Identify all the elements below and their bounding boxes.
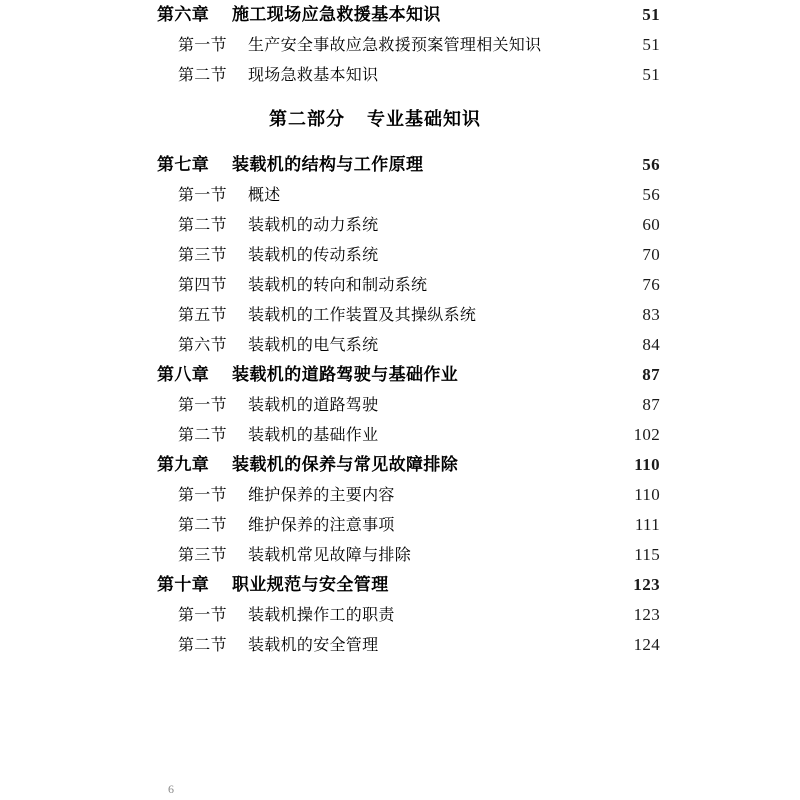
toc-entry-title: 装载机的转向和制动系统 [248, 277, 428, 294]
toc-dot-leader [382, 634, 622, 650]
toc-entry-page-number: 111 [634, 515, 660, 534]
toc-entry-title: 装载机的保养与常见故障排除 [232, 455, 459, 474]
toc-entry-title: 维护保养的注意事项 [248, 517, 395, 534]
toc-entry-title: 概述 [248, 187, 281, 204]
toc-dot-leader [393, 573, 622, 590]
toc-entry-title: 装载机的安全管理 [248, 637, 379, 654]
toc-entry-label: 第一节 [178, 397, 227, 414]
toc-entry-section[interactable] [178, 390, 660, 420]
toc-entry-title: 装载机操作工的职责 [248, 607, 395, 624]
toc-entry-title: 生产安全事故应急救援预案管理相关知识 [248, 37, 542, 54]
toc-entry-label: 第七章 [157, 155, 210, 174]
toc-entry-page-number: 110 [634, 455, 660, 474]
toc-entry-page-number: 123 [633, 575, 660, 594]
toc-entry-label: 第二节 [178, 517, 227, 534]
toc-entry-label: 第一节 [178, 487, 227, 504]
part-heading-number: 第二部分 [269, 109, 345, 129]
toc-entry-page-number: 70 [642, 245, 660, 264]
toc-dot-leader [382, 64, 622, 80]
toc-entry-page-number: 110 [634, 485, 660, 504]
toc-entry-title: 施工现场应急救援基本知识 [232, 5, 441, 24]
toc-entry-page-number: 124 [633, 635, 660, 654]
toc-entry-section[interactable] [178, 210, 660, 240]
toc-entry-page-number: 51 [642, 35, 660, 54]
toc-dot-leader [382, 424, 622, 440]
toc-entry-page-number: 76 [642, 275, 660, 294]
toc-dot-leader [399, 604, 622, 620]
toc-entry-title: 维护保养的主要内容 [248, 487, 395, 504]
part-heading-title: 专业基础知识 [367, 109, 481, 129]
toc-entry-label: 第五节 [178, 307, 227, 324]
toc-entry-section[interactable] [178, 540, 660, 570]
toc-entry-page-number: 60 [642, 215, 660, 234]
toc-entry-title: 职业规范与安全管理 [232, 575, 389, 594]
page-folio: 6 [168, 782, 174, 796]
toc-entry-label: 第三节 [178, 247, 227, 264]
toc-entry-label: 第二节 [178, 67, 227, 84]
toc-entry-label: 第八章 [157, 365, 210, 384]
toc-entry-label: 第二节 [178, 637, 227, 654]
toc-dot-leader [445, 3, 622, 20]
toc-entry-section[interactable] [178, 240, 660, 270]
toc-entry-page-number: 51 [642, 65, 660, 84]
toc-entry-page-number: 87 [642, 365, 660, 384]
toc-entry-section[interactable] [178, 480, 660, 510]
toc-entry-page-number: 102 [633, 425, 660, 444]
toc-entry-page-number: 115 [634, 545, 660, 564]
toc-entry-section[interactable] [178, 300, 660, 330]
toc-entry-page-number: 123 [633, 605, 660, 624]
toc-dot-leader [480, 304, 622, 320]
toc-entry-label: 第十章 [157, 575, 210, 594]
toc-entry-label: 第二节 [178, 217, 227, 234]
toc-entry-section[interactable] [178, 420, 660, 450]
toc-entry-label: 第六章 [157, 5, 210, 24]
toc-entry-chapter[interactable] [157, 450, 660, 480]
toc-dot-leader [399, 514, 622, 530]
toc-entry-section[interactable] [178, 60, 660, 90]
toc-entry-section[interactable] [178, 600, 660, 630]
toc-entry-title: 装载机的道路驾驶与基础作业 [232, 365, 459, 384]
toc-dot-leader [462, 453, 622, 470]
toc-dot-leader [545, 34, 622, 50]
toc-entry-page-number: 87 [642, 395, 660, 414]
toc-entry-page-number: 51 [642, 5, 660, 24]
toc-entry-label: 第六节 [178, 337, 227, 354]
toc-group-part2 [150, 150, 660, 660]
toc-entry-label: 第一节 [178, 187, 227, 204]
toc-list [150, 0, 660, 660]
toc-dot-leader [382, 214, 622, 230]
toc-entry-section[interactable] [178, 510, 660, 540]
toc-group-part1-tail [150, 0, 660, 90]
toc-dot-leader [285, 184, 622, 200]
toc-entry-page-number: 56 [642, 155, 660, 174]
toc-entry-section[interactable] [178, 30, 660, 60]
toc-entry-title: 装载机的道路驾驶 [248, 397, 379, 414]
toc-entry-chapter[interactable] [157, 360, 660, 390]
toc-entry-chapter[interactable] [157, 570, 660, 600]
toc-entry-title: 装载机的电气系统 [248, 337, 379, 354]
toc-entry-title: 装载机的传动系统 [248, 247, 379, 264]
toc-entry-chapter[interactable] [157, 0, 660, 30]
toc-entry-chapter[interactable] [157, 150, 660, 180]
toc-dot-leader [382, 244, 622, 260]
toc-entry-label: 第一节 [178, 37, 227, 54]
toc-entry-section[interactable] [178, 630, 660, 660]
toc-entry-section[interactable] [178, 180, 660, 210]
part-heading [150, 104, 660, 134]
toc-dot-leader [462, 363, 622, 380]
toc-entry-title: 装载机的结构与工作原理 [232, 155, 424, 174]
toc-entry-page-number: 84 [642, 335, 660, 354]
toc-entry-label: 第九章 [157, 455, 210, 474]
toc-entry-section[interactable] [178, 330, 660, 360]
toc-entry-label: 第四节 [178, 277, 227, 294]
toc-dot-leader [431, 274, 622, 290]
toc-entry-title: 装载机的基础作业 [248, 427, 379, 444]
toc-entry-label: 第一节 [178, 607, 227, 624]
toc-entry-title: 装载机常见故障与排除 [248, 547, 412, 564]
toc-dot-leader [427, 153, 622, 170]
toc-dot-leader [382, 334, 622, 350]
toc-entry-page-number: 56 [642, 185, 660, 204]
toc-entry-title: 现场急救基本知识 [248, 67, 379, 84]
toc-dot-leader [399, 484, 622, 500]
toc-entry-page-number: 83 [642, 305, 660, 324]
toc-entry-label: 第二节 [178, 427, 227, 444]
toc-entry-label: 第三节 [178, 547, 227, 564]
toc-dot-leader [382, 394, 622, 410]
toc-entry-section[interactable] [178, 270, 660, 300]
toc-entry-title: 装载机的工作装置及其操纵系统 [248, 307, 477, 324]
toc-entry-title: 装载机的动力系统 [248, 217, 379, 234]
toc-dot-leader [415, 544, 622, 560]
